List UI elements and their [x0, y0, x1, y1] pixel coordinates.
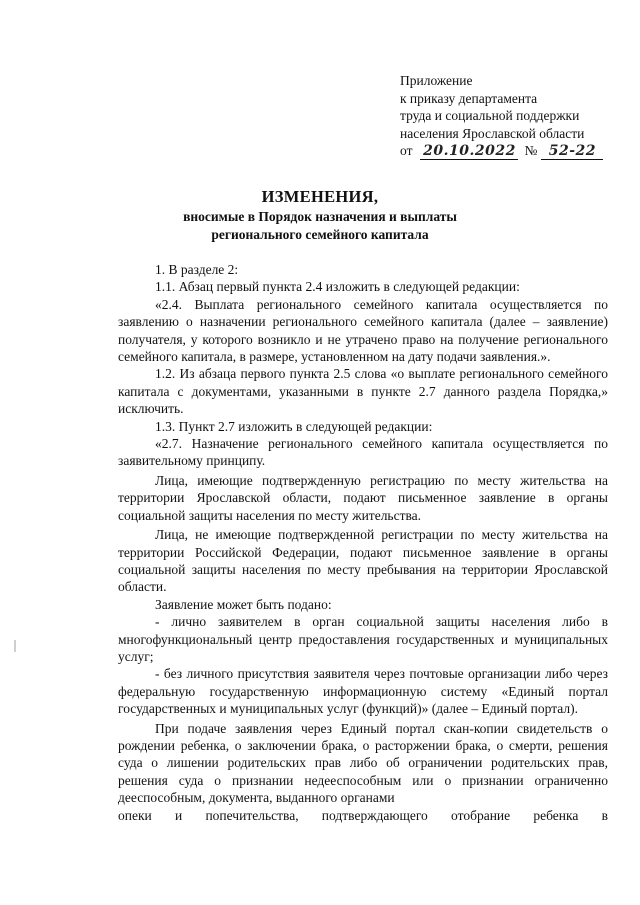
paragraph: «2.7. Назначение регионального семейного капитала осуществляется по заявительному принципу. [118, 436, 608, 469]
document-title [110, 186, 530, 244]
title-main: ИЗМЕНЕНИЯ, [261, 187, 379, 206]
scan-margin-mark [14, 640, 16, 652]
handwritten-date: 20.10.2022 [420, 144, 518, 160]
from-label: от [400, 143, 413, 158]
document-body [118, 261, 608, 824]
appendix-line-3: труда и социальной поддержки [400, 108, 580, 123]
handwritten-order-number: 52-22 [541, 144, 603, 160]
paragraph: Лица, имеющие подтвержденную регистрацию по месту жительства на территории Ярославской области, подают письменное заявление в органы социальной защиты населения по месту жительства. [118, 472, 608, 523]
paragraph: 1.1. Абзац первый пункта 2.4 изложить в следующей редакции: [155, 279, 520, 295]
appendix-line-2: к приказу департамента [400, 90, 538, 106]
paragraph: Заявление может быть подано: [155, 596, 332, 612]
paragraph: Лица, не имеющие подтвержденной регистрации по месту жительства на территории Российской Федерации, подают письменное заявление в органы социальной защиты населения по месту пребывания на территории Ярославской области. [118, 527, 608, 595]
appendix-line-1: Приложение [400, 73, 473, 88]
number-label: № [524, 143, 538, 158]
paragraph: 1. В разделе 2: [155, 262, 239, 277]
paragraph: 1.3. Пункт 2.7 изложить в следующей редакции: [155, 418, 433, 434]
order-date-line [400, 142, 625, 160]
paragraph: При подаче заявления через Единый портал скан-копии свидетельств о рождении ребенка, о заключении брака, о расторжении брака, о смерти, решения суда о лишении родительских прав либо об ограничении родительских прав, решения суда о признании недееспособным или о признании ограниченно дееспособным, документа, выданного органами [118, 720, 608, 806]
appendix-header [400, 72, 625, 160]
title-subtitle-line-2: регионального семейного капитала [211, 227, 429, 242]
paragraph: «2.4. Выплата регионального семейного капитала осуществляется по заявлению о назначении регионального семейного капитала (далее – заявление) получателя, у которого возникло и не утрачено право на получение регионального семейного капитала, в размере, установленном на дату подачи заявления.». [118, 296, 608, 365]
title-subtitle-line-1: вносимые в Порядок назначения и выплаты [183, 209, 457, 224]
paragraph: 1.2. Из абзаца первого пункта 2.5 слова «о выплате регионального семейного капитала с документами, указанными в пункте 2.7 данного раздела Порядка,» исключить. [118, 366, 608, 417]
appendix-line-4: населения Ярославской области [400, 125, 585, 141]
paragraph-continues: опеки и попечительства, подтверждающего отобрание ребенка в [118, 807, 608, 823]
paragraph: - без личного присутствия заявителя через почтовые организации либо через федеральную государственную информационную систему «Единый портал государственных и муниципальных услуг (функций)» (далее – Единый портал). [118, 666, 608, 717]
paragraph: - лично заявителем в орган социальной защиты населения либо в многофункциональный центр предоставления государственных и муниципальных услуг; [118, 614, 608, 664]
